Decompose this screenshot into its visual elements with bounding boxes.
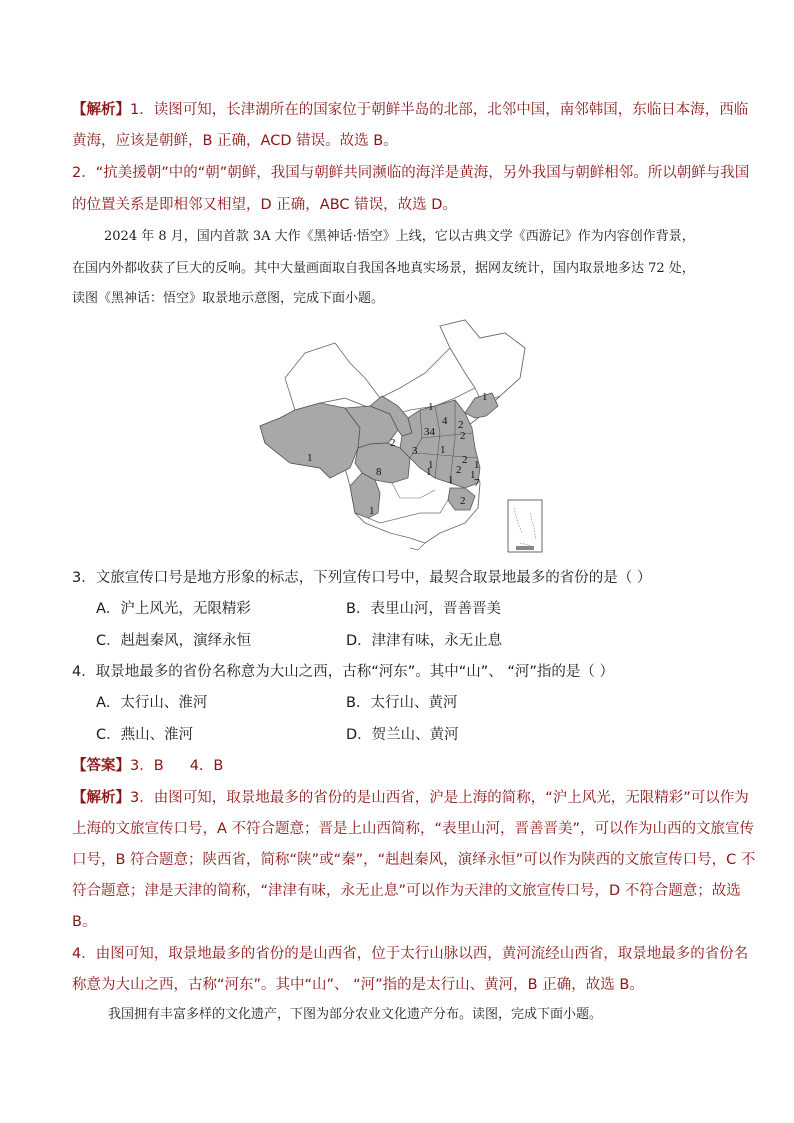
explain-tag: 【解析】 (72, 102, 130, 118)
q3-option-c[interactable]: C．赳赳秦风，演绎永恒 (96, 633, 252, 649)
q4-option-d[interactable]: D．贺兰山、黄河 (346, 727, 459, 743)
map-count-label: 2 (460, 430, 466, 442)
outro-line: 我国拥有丰富多样的文化遗产，下图为部分农业文化遗产分布。读图，完成下面小题。 (108, 1007, 603, 1022)
map-count-label: 1 (369, 505, 375, 517)
explain1-line4: 的位置关系是即相邻又相望，D 正确，ABC 错误，故选 D。 (72, 197, 457, 213)
q4-option-b[interactable]: B．太行山、黄河 (346, 695, 458, 711)
map-count-label: 4 (442, 415, 448, 427)
explain2-line7: 称意为大山之西，古称“河东”。其中“山”、 “河”指的是太行山、黄河，B 正确，故选 B。 (72, 977, 644, 993)
south-sea-inset (508, 500, 542, 552)
map-count-label: 1 (470, 469, 476, 481)
q3-option-b[interactable]: B．表里山河，晋善晋美 (346, 601, 501, 617)
explain2-line4: 符合题意；津是天津的简称，“津津有味，永无止息”可以作为天津的文旅宣传口号，D 不符合题意；故选 (72, 883, 741, 899)
map-count-label: 2 (456, 464, 462, 476)
explain2-line3: 口号，B 符合题意；陕西省，简称“陕”或“秦”，“赳赳秦风，演绎永恒”可以作为陕西的文旅宣传口号，C 不 (72, 852, 756, 868)
q4-stem: 4．取景地最多的省份名称意为大山之西，古称“河东”。其中“山”、 “河”指的是（ ） (72, 664, 615, 680)
china-location-map (250, 318, 550, 558)
map-count-label: 8 (376, 466, 382, 478)
explain2-line1: 【解析】3．由图可知，取景地最多的省份的是山西省，沪是上海的简称，“沪上风光，无限精彩”可以作为 (72, 790, 749, 806)
q4-option-c[interactable]: C．燕山、淮河 (96, 727, 194, 743)
map-count-label: 2 (462, 454, 468, 466)
intro-line2: 在国内外都收获了巨大的反响。其中大量画面取自我国各地真实场景，据网友统计，国内取景地多达 72 处， (72, 261, 695, 276)
intro-line1: 2024 年 8 月，国内首款 3A 大作《黑神话·悟空》上线，它以古典文学《西游记》作为内容创作背景， (104, 229, 695, 244)
q4-option-a[interactable]: A．太行山、淮河 (96, 695, 208, 711)
map-count-label: 2 (390, 437, 396, 449)
intro-line3: 读图《黑神话：悟空》取景地示意图，完成下面小题。 (72, 291, 385, 306)
answer-3: 3．B (130, 758, 164, 774)
answer-4: 4．B (189, 758, 224, 774)
explain2-line5: B。 (72, 914, 97, 930)
map-count-label: 2 (460, 495, 466, 507)
explain2-line6: 4．由图可知，取景地最多的省份的是山西省，位于太行山脉以西，黄河流经山西省，取景地最多的省份名 (72, 946, 749, 962)
q3-option-a[interactable]: A．沪上风光，无限精彩 (96, 601, 251, 617)
map-count-label: 34 (424, 426, 435, 438)
explain1-line1: 【解析】1．读图可知，长津湖所在的国家位于朝鲜半岛的北部，北邻中国，南邻韩国，东临日本海，西临 (72, 102, 749, 118)
explain-tag-2: 【解析】 (72, 790, 130, 806)
q3-option-d[interactable]: D．津津有味，永无止息 (346, 633, 503, 649)
map-count-label: 7 (474, 477, 480, 489)
map-count-label: 1 (428, 459, 434, 471)
explain1-line3: 2．“抗美援朝”中的“朝”朝鲜，我国与朝鲜共同濒临的海洋是黄海，另外我国与朝鲜相邻。所以朝鲜与我国 (72, 165, 750, 181)
map-count-label: 1 (426, 466, 432, 478)
q3-stem: 3．文旅宣传口号是地方形象的标志，下列宣传口号中，最契合取景地最多的省份的是（ ） (72, 570, 652, 586)
explain2-line2: 上海的文旅宣传口号，A 不符合题意；晋是上山西简称，“表里山河，晋善晋美”，可以作为山西的文旅宣传 (72, 821, 755, 837)
answer-tag: 【答案】 (72, 758, 130, 774)
map-count-label: 1 (307, 452, 313, 464)
map-count-label: 1 (482, 391, 488, 403)
answer-line (72, 756, 223, 776)
map-count-label: 1 (428, 401, 434, 413)
map-count-label: 2 (458, 419, 464, 431)
xinjiang-outline (285, 343, 380, 410)
map-count-label: 1 (448, 474, 454, 486)
map-count-label: 1 (474, 459, 480, 471)
map-count-label: 3 (412, 445, 418, 457)
map-count-label: 1 (440, 444, 446, 456)
explain1-line2: 黄海，应该是朝鲜，B 正确，ACD 错误。故选 B。 (72, 133, 398, 149)
